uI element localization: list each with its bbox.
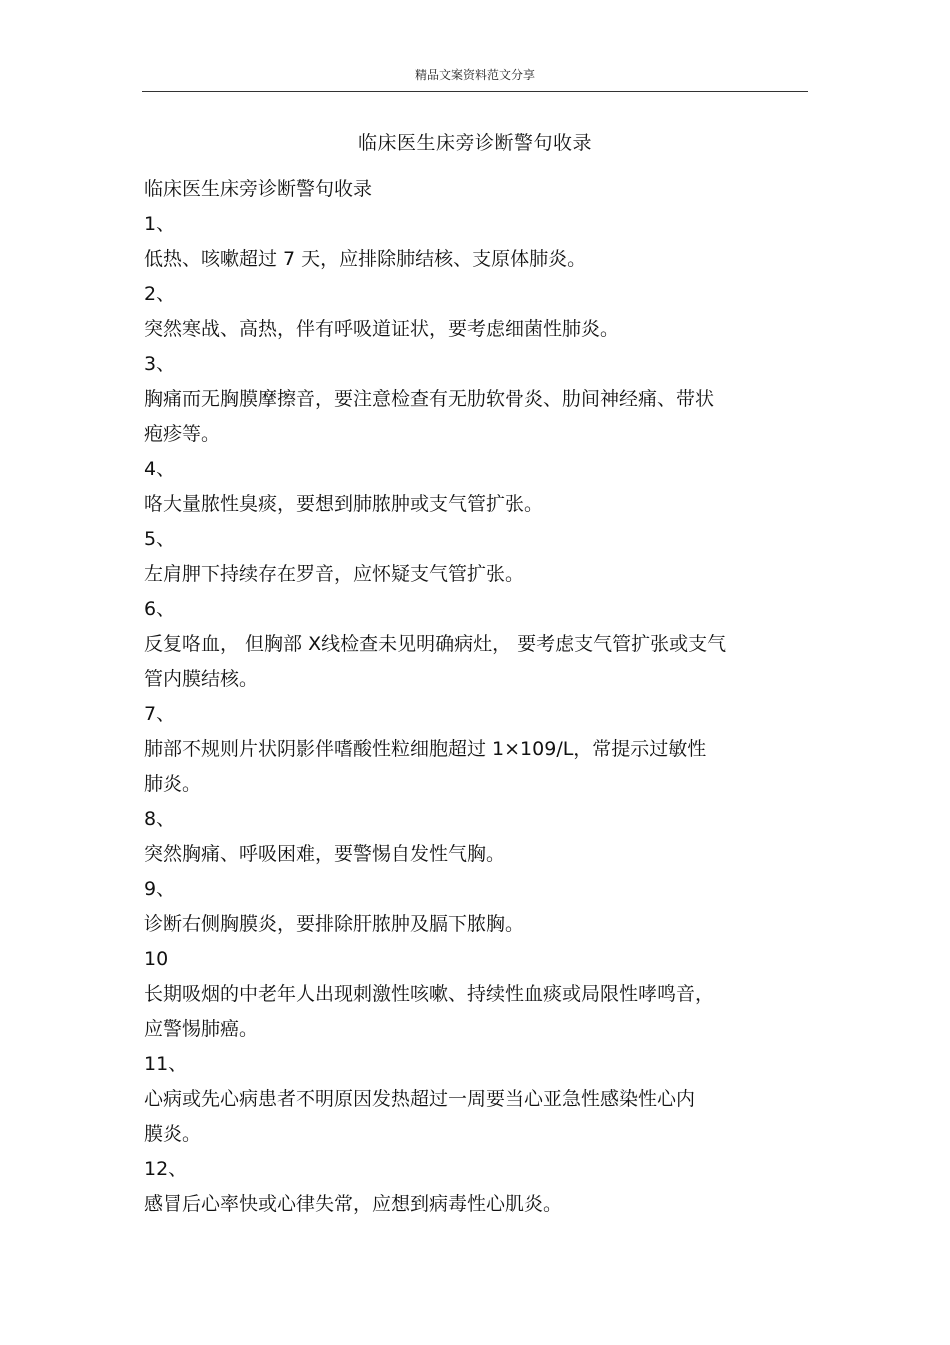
- item-text: 膜炎。: [144, 1123, 202, 1145]
- item-text: 肺炎。: [144, 773, 202, 795]
- item-number: 1、: [144, 213, 176, 235]
- item-text: 心病或先心病患者不明原因发热超过一周要当心亚急性感染性心内: [144, 1088, 696, 1110]
- document-title: 临床医生床旁诊断警句收录: [357, 132, 592, 154]
- item-number: 5、: [144, 528, 176, 550]
- document-body: [144, 172, 808, 1222]
- item-text: 胸痛而无胸膜摩擦音，要注意检查有无肋软骨炎、肋间神经痛、带状: [144, 388, 715, 410]
- item-number: 12、: [144, 1158, 188, 1180]
- item-number: 4、: [144, 458, 176, 480]
- item-text: 感冒后心率快或心律失常，应想到病毒性心肌炎。: [144, 1193, 563, 1215]
- item-text: 长期吸烟的中老年人出现刺激性咳嗽、持续性血痰或局限性哮鸣音，: [144, 983, 715, 1005]
- item-text: 应警惕肺癌。: [144, 1018, 259, 1040]
- item-number: 2、: [144, 283, 176, 305]
- item-text: 反复咯血， 但胸部 X线检查未见明确病灶， 要考虑支气管扩张或支气: [144, 633, 727, 655]
- header-divider: [142, 91, 808, 92]
- item-text: 肺部不规则片状阴影伴嗜酸性粒细胞超过 1×109/L，常提示过敏性: [144, 738, 707, 760]
- item-number: 6、: [144, 598, 176, 620]
- page-header: 精品文案资料范文分享: [414, 68, 535, 82]
- item-text: 疱疹等。: [144, 423, 221, 445]
- item-text: 突然胸痛、呼吸困难，要警惕自发性气胸。: [144, 843, 506, 865]
- item-number: 8、: [144, 808, 176, 830]
- item-text: 低热、咳嗽超过 7 天，应排除肺结核、支原体肺炎。: [144, 248, 587, 270]
- item-number: 10: [144, 948, 169, 970]
- item-text: 管内膜结核。: [144, 668, 259, 690]
- item-text: 诊断右侧胸膜炎，要排除肝脓肿及膈下脓胸。: [144, 913, 525, 935]
- item-text: 左肩胛下持续存在罗音，应怀疑支气管扩张。: [144, 563, 525, 585]
- item-number: 7、: [144, 703, 176, 725]
- item-text: 咯大量脓性臭痰，要想到肺脓肿或支气管扩张。: [144, 493, 544, 515]
- item-number: 3、: [144, 353, 176, 375]
- item-number: 11、: [144, 1053, 188, 1075]
- item-number: 9、: [144, 878, 176, 900]
- item-text: 突然寒战、高热，伴有呼吸道证状，要考虑细菌性肺炎。: [144, 318, 620, 340]
- document-subtitle: 临床医生床旁诊断警句收录: [144, 178, 373, 200]
